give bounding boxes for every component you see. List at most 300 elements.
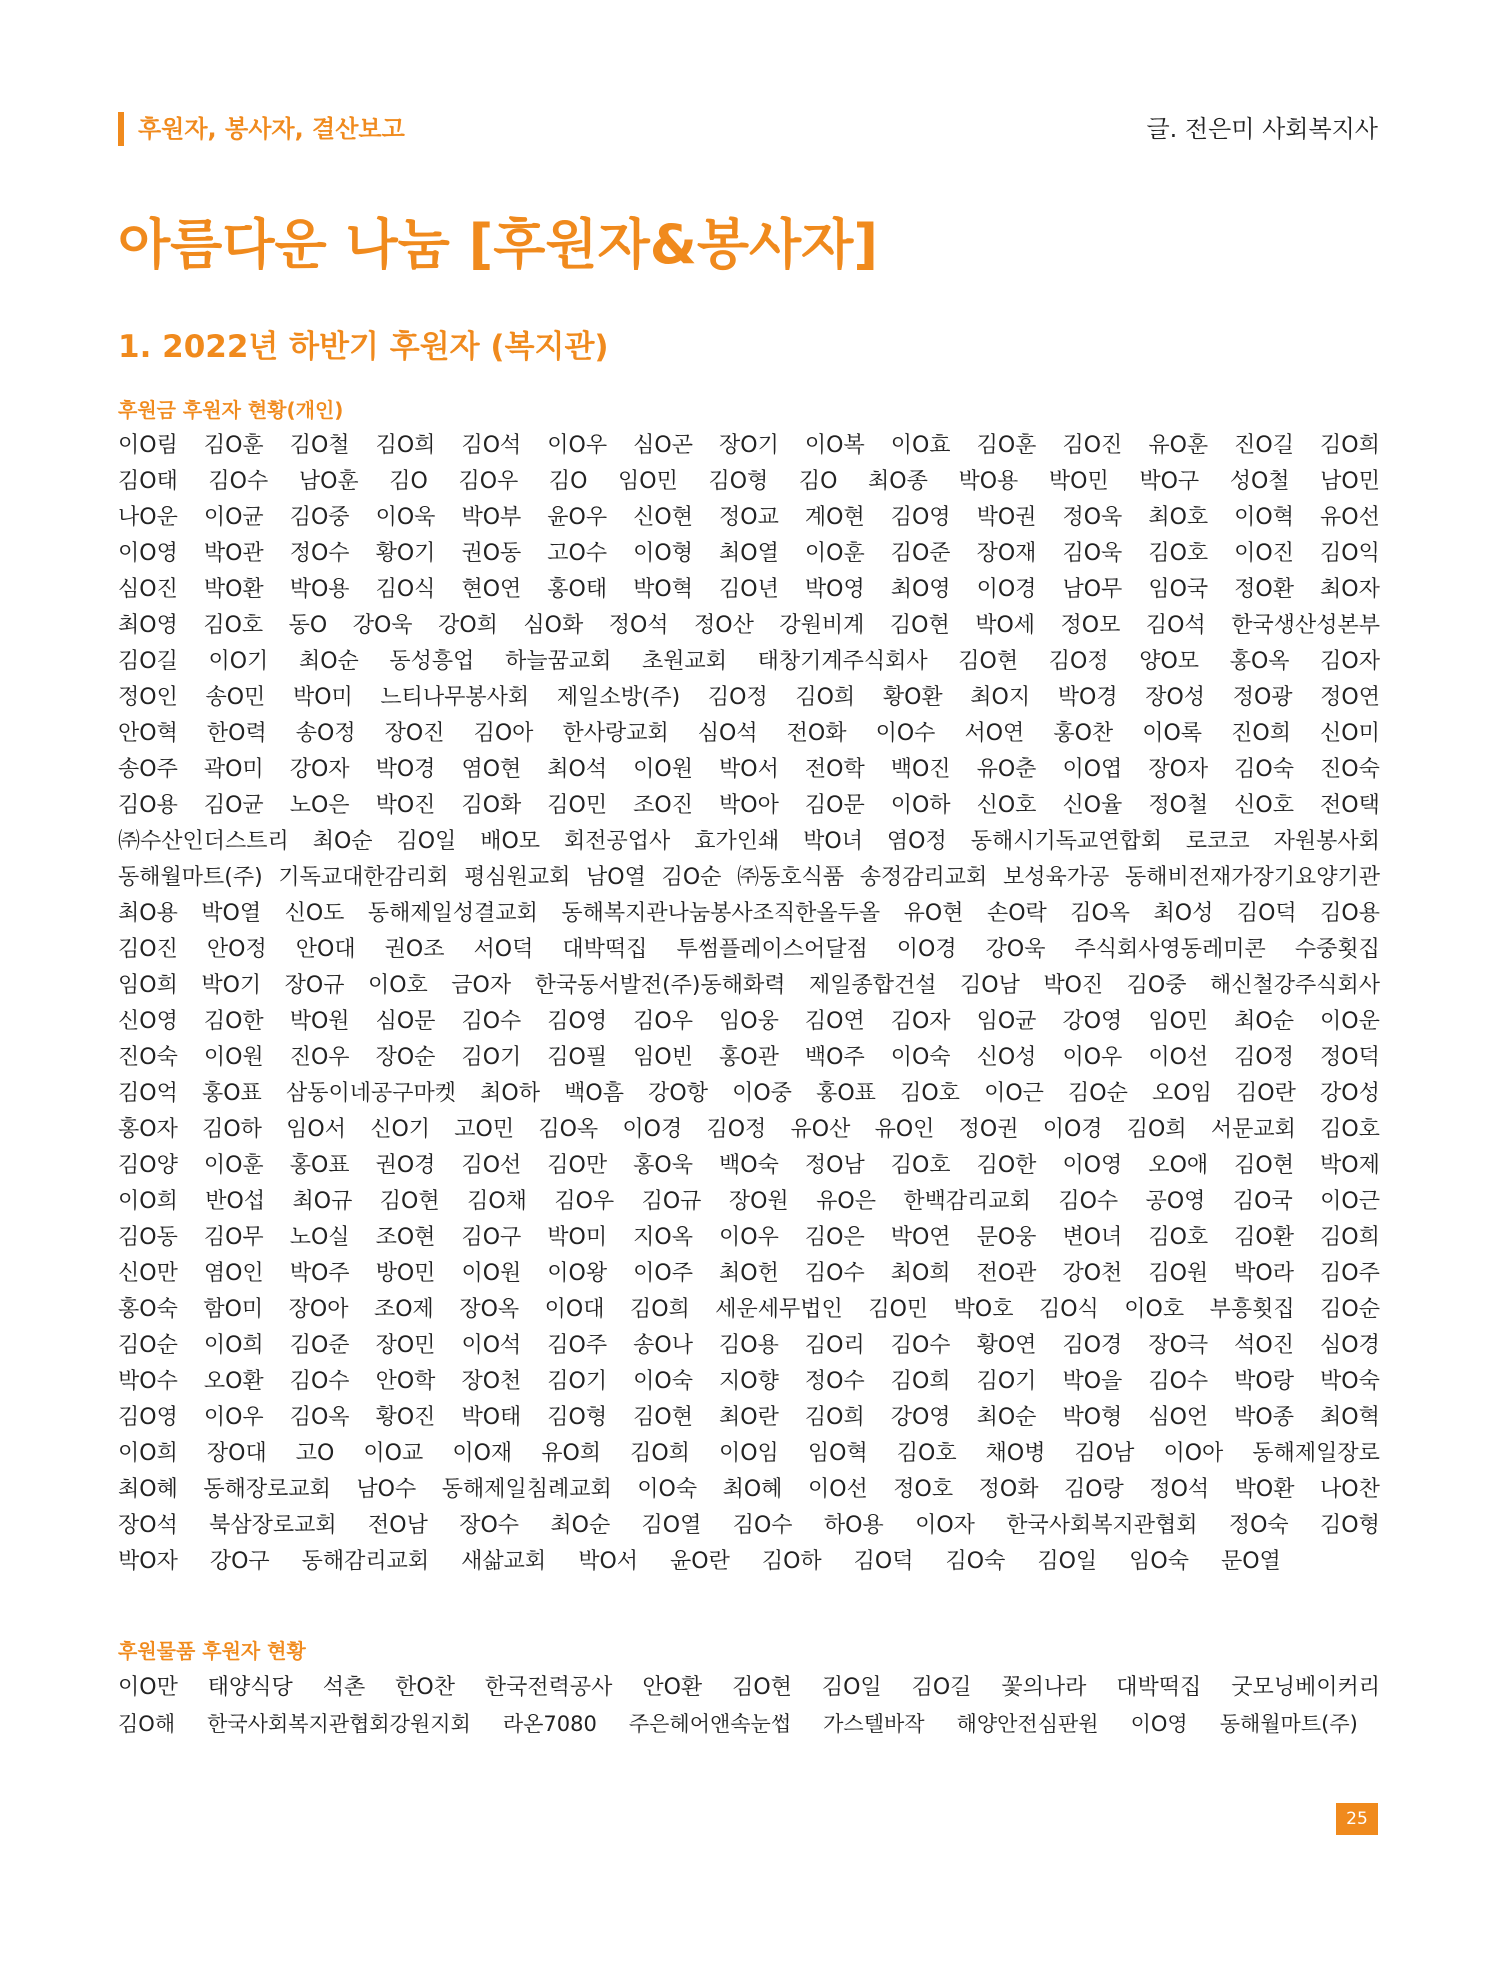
donor-name: 김O식 — [1038, 1297, 1099, 1322]
donor-name: 박O부 — [461, 505, 522, 530]
donor-name: 박O미 — [292, 685, 353, 710]
donor-name: 박O숙 — [1320, 1369, 1380, 1394]
donor-line — [118, 644, 1380, 680]
donor-name: 김O현 — [379, 1189, 440, 1214]
donor-name: 김O리 — [804, 1333, 865, 1358]
donor-name: 최O용 — [118, 901, 178, 926]
donor-name: 김O — [798, 469, 838, 494]
donor-name: 이O원 — [203, 1045, 264, 1070]
donor-name: 박O제 — [1320, 1153, 1380, 1178]
donor-name: 이O경 — [976, 577, 1037, 602]
donor-name: 최O하 — [480, 1081, 540, 1106]
donor-name: 최O순 — [312, 829, 373, 854]
donor-name: 심O석 — [697, 721, 758, 746]
donor-name: 김O수 — [1058, 1189, 1119, 1214]
donor-name: 김O화 — [461, 793, 522, 818]
donor-name: 김O기 — [976, 1369, 1037, 1394]
donor-name: 최O순 — [976, 1405, 1037, 1430]
donor-name: 김O진 — [118, 937, 178, 962]
donor-name: 주식회사영동레미콘 — [1074, 937, 1266, 962]
donor-name: 김O만 — [547, 1153, 608, 1178]
donor-line — [118, 1292, 1380, 1328]
donor-name: 김O연 — [804, 1009, 865, 1034]
donor-name: 최O헌 — [719, 1261, 779, 1286]
donor-name: 김O한 — [203, 1009, 264, 1034]
donor-name: 장O극 — [1148, 1333, 1209, 1358]
donor-name: 동O — [288, 613, 328, 638]
donor-name: 하O용 — [823, 1513, 884, 1538]
donor-name: 이O주 — [633, 1261, 693, 1286]
donor-name: 김O석 — [461, 433, 522, 458]
donor-name: 장O옥 — [459, 1297, 520, 1322]
donor-name: 대박떡집 — [562, 937, 648, 962]
donor-name: 남O열 — [586, 865, 646, 890]
donor-name: 이O만 — [118, 1675, 178, 1700]
goods-donors-heading: 후원물품 후원자 현황 — [118, 1639, 306, 1663]
donor-line — [118, 824, 1380, 860]
donor-name: 황O진 — [375, 1405, 436, 1430]
donor-name: 김O욱 — [1062, 541, 1123, 566]
donor-name: 북삼장로교회 — [209, 1513, 337, 1538]
donor-name: 효가인쇄 — [694, 829, 780, 854]
donor-name: 임O혁 — [807, 1441, 868, 1466]
donor-name: 김O원 — [1148, 1261, 1209, 1286]
donor-name: 김O호 — [203, 613, 264, 638]
donor-name: 유O은 — [816, 1189, 876, 1214]
donor-name: 강O영 — [890, 1405, 951, 1430]
donor-name: 나O찬 — [1320, 1477, 1380, 1502]
donor-name: 정O석 — [1149, 1477, 1210, 1502]
donor-name: 서문교회 — [1210, 1117, 1296, 1142]
donor-name: 태창기계주식회사 — [757, 649, 928, 674]
donor-name: 신O성 — [976, 1045, 1037, 1070]
donor-name: 부흥횟집 — [1209, 1297, 1295, 1322]
donor-name: 이O희 — [203, 1333, 264, 1358]
donor-name: 심O경 — [1320, 1333, 1380, 1358]
donor-name: 박O진 — [1043, 973, 1104, 998]
donor-name: 한국사회복지관협회강원지회 — [207, 1712, 471, 1736]
donor-name: 이O영 — [1130, 1712, 1188, 1736]
donor-name: 조O제 — [373, 1297, 434, 1322]
donor-name: 최O희 — [890, 1261, 951, 1286]
donor-name: 이O임 — [718, 1441, 779, 1466]
donor-name: 이O교 — [363, 1441, 424, 1466]
donor-name: 장O규 — [284, 973, 345, 998]
donor-line — [118, 1364, 1380, 1400]
donor-name: 김O중 — [1126, 973, 1187, 998]
donor-name: 함O미 — [203, 1297, 264, 1322]
donor-line — [118, 1148, 1380, 1184]
donor-line — [118, 1670, 1380, 1706]
donor-name: 장O자 — [1148, 757, 1209, 782]
donor-name: 박O형 — [1062, 1405, 1123, 1430]
donor-name: 이O복 — [804, 433, 865, 458]
donor-name: 윤O란 — [670, 1549, 730, 1574]
donor-line — [118, 932, 1380, 968]
donor-name: 백O숙 — [719, 1153, 779, 1178]
donor-name: 이O운 — [1320, 1009, 1380, 1034]
donor-name: 이O희 — [118, 1189, 178, 1214]
donor-name: 박O종 — [1234, 1405, 1294, 1430]
donor-name: 이O근 — [1320, 1189, 1380, 1214]
donor-name: 장O천 — [461, 1369, 522, 1394]
donor-name: 김O민 — [547, 793, 608, 818]
donor-name: 박O주 — [289, 1261, 350, 1286]
donor-name: 홍O관 — [719, 1045, 779, 1070]
donor-name: 김O형 — [708, 469, 769, 494]
donor-name: 김O기 — [461, 1045, 522, 1070]
donor-name: 김O희 — [890, 1369, 951, 1394]
donor-name: 최O규 — [292, 1189, 353, 1214]
donor-name: 박O관 — [203, 541, 264, 566]
donor-name: 채O병 — [985, 1441, 1046, 1466]
donor-name: 송정감리교회 — [859, 865, 988, 890]
donor-name: 삼동이네공구마켓 — [285, 1081, 456, 1106]
section-subtitle: 1. 2022년 하반기 후원자 (복지관) — [118, 329, 609, 365]
donor-name: 김O희 — [375, 433, 436, 458]
donor-name: 이O호 — [1124, 1297, 1185, 1322]
donor-name: 홍O자 — [118, 1117, 178, 1142]
donor-name: 김O은 — [804, 1225, 865, 1250]
donor-name: 초원교회 — [641, 649, 727, 674]
donor-name: 기독교대한감리회 — [278, 865, 449, 890]
donor-name: 이O자 — [915, 1513, 975, 1538]
donor-name: 이O재 — [452, 1441, 513, 1466]
donor-name: 한O력 — [206, 721, 267, 746]
donor-name: 이O왕 — [547, 1261, 608, 1286]
donor-name: 임O균 — [976, 1009, 1037, 1034]
donor-name: 임O민 — [618, 469, 678, 494]
donor-line — [118, 1472, 1380, 1508]
donor-line — [118, 1256, 1380, 1292]
donor-name: 한국전력공사 — [484, 1675, 613, 1700]
donor-name: ㈜수산인더스트리 — [118, 829, 289, 854]
donor-name: 박O혁 — [633, 577, 693, 602]
donor-name: 박O민 — [1048, 469, 1109, 494]
donor-name: 이O록 — [1142, 721, 1203, 746]
donor-name: 정O철 — [1148, 793, 1209, 818]
donor-name: 박O을 — [1062, 1369, 1123, 1394]
donor-name: 홍O욱 — [633, 1153, 693, 1178]
donor-name: 김O양 — [118, 1153, 178, 1178]
donor-name: 정O연 — [1320, 685, 1380, 710]
donor-name: 송O정 — [295, 721, 356, 746]
donor-name: 박O용 — [958, 469, 1019, 494]
donor-name: 이O석 — [461, 1333, 522, 1358]
donor-name: 오O임 — [1152, 1081, 1212, 1106]
donor-line — [118, 860, 1380, 896]
donor-name: 한국사회복지관협회 — [1006, 1513, 1198, 1538]
donor-name: 정O환 — [1234, 577, 1294, 602]
donor-name: 김O무 — [203, 1225, 264, 1250]
donor-name: 전O학 — [804, 757, 865, 782]
donor-name: 이O훈 — [203, 1153, 264, 1178]
donor-name: 강O영 — [1062, 1009, 1123, 1034]
donor-name: 김O정 — [706, 1117, 767, 1142]
donor-name: 윤O우 — [547, 505, 608, 530]
donor-name: 신O현 — [633, 505, 693, 530]
donor-name: 신O영 — [118, 1009, 178, 1034]
donor-name: 손O락 — [986, 901, 1047, 926]
donor-name: 김O규 — [641, 1189, 702, 1214]
donor-line — [118, 1436, 1380, 1472]
donor-name: 김O호 — [900, 1081, 960, 1106]
donor-name: 공O영 — [1145, 1189, 1206, 1214]
donor-name: 임O희 — [118, 973, 178, 998]
donor-name: 최O성 — [1153, 901, 1214, 926]
donor-name: 송O나 — [633, 1333, 693, 1358]
donor-name: 지O향 — [719, 1369, 779, 1394]
donor-line — [118, 1112, 1380, 1148]
donor-name: 김O기 — [547, 1369, 608, 1394]
donor-name: 안O정 — [206, 937, 267, 962]
donor-line — [118, 500, 1380, 536]
donor-name: 홍O찬 — [1053, 721, 1114, 746]
donor-name: 염O현 — [461, 757, 522, 782]
donor-name: 남O훈 — [298, 469, 359, 494]
donor-name: 박O진 — [375, 793, 436, 818]
donor-name: 느티나무봉사회 — [380, 685, 530, 710]
donor-name: 세운세무법인 — [715, 1297, 843, 1322]
donor-name: 최O자 — [1320, 577, 1380, 602]
donor-name: 박O연 — [890, 1225, 951, 1250]
donor-name: 김O태 — [118, 469, 178, 494]
donor-name: 정O석 — [608, 613, 669, 638]
donor-name: 이O호 — [367, 973, 428, 998]
donor-name: 전O관 — [976, 1261, 1037, 1286]
donor-name: 서O연 — [964, 721, 1025, 746]
donor-name: 장O석 — [118, 1513, 178, 1538]
donor-name: 유O춘 — [976, 757, 1037, 782]
donor-name: 변O녀 — [1062, 1225, 1123, 1250]
donor-name: 조O현 — [375, 1225, 436, 1250]
donor-line — [118, 1400, 1380, 1436]
donor-name: 박O열 — [201, 901, 262, 926]
donor-name: 김O필 — [547, 1045, 608, 1070]
donor-name: 곽O미 — [203, 757, 264, 782]
donor-name: 정O숙 — [1228, 1513, 1289, 1538]
donor-name: 이O경 — [622, 1117, 683, 1142]
donor-name: 문O열 — [1220, 1549, 1281, 1574]
donor-name: 김O영 — [547, 1009, 608, 1034]
donor-name: 김O수 — [289, 1369, 350, 1394]
donor-name: 이O선 — [1148, 1045, 1209, 1070]
donor-name: 정O광 — [1232, 685, 1293, 710]
donor-name: 김O영 — [118, 1405, 178, 1430]
donor-name: 박O경 — [1057, 685, 1118, 710]
donor-name: 정O모 — [1060, 613, 1121, 638]
donor-name: 홍O표 — [201, 1081, 262, 1106]
donor-name: 염O인 — [203, 1261, 264, 1286]
donor-name: 성O철 — [1229, 469, 1290, 494]
donor-name: 이O훈 — [804, 541, 865, 566]
donor-name: 김O현 — [732, 1675, 792, 1700]
donor-name: 이O효 — [890, 433, 951, 458]
donor-name: 김O랑 — [1063, 1477, 1124, 1502]
donor-name: 백O흠 — [564, 1081, 624, 1106]
donor-name: 신O호 — [976, 793, 1037, 818]
donor-name: 한사랑교회 — [562, 721, 669, 746]
donor-name: 이O경 — [1042, 1117, 1103, 1142]
donor-name: 심O화 — [523, 613, 584, 638]
donor-name: 최O영 — [118, 613, 178, 638]
donor-name: 김O현 — [958, 649, 1019, 674]
donor-name: 이O균 — [203, 505, 264, 530]
donor-line — [118, 752, 1380, 788]
donor-name: 홍O표 — [289, 1153, 350, 1178]
donor-name: 김O중 — [289, 505, 350, 530]
donor-name: ㈜동호식품 — [737, 865, 845, 890]
donor-name: 장O진 — [384, 721, 445, 746]
donor-name: 김O경 — [1062, 1333, 1123, 1358]
donor-name: 꽃의나라 — [1001, 1675, 1087, 1700]
donor-name: 정O덕 — [1320, 1045, 1380, 1070]
donor-name: 박O세 — [975, 613, 1036, 638]
donor-name: 임O웅 — [719, 1009, 779, 1034]
donor-name: 장O민 — [375, 1333, 436, 1358]
donor-name: 김O남 — [960, 973, 1020, 998]
donor-name: 김O열 — [641, 1513, 702, 1538]
donor-name: 김O국 — [1232, 1189, 1293, 1214]
donor-name: 강O항 — [648, 1081, 708, 1106]
donor-name: 김O균 — [203, 793, 264, 818]
donor-name: 박O환 — [203, 577, 264, 602]
donor-name: 동해복지관나눔봉사조직한올두올 — [561, 901, 881, 926]
donor-name: 안O혁 — [118, 721, 178, 746]
donor-name: 자원봉사회 — [1273, 829, 1380, 854]
donor-name: 이O아 — [1163, 1441, 1224, 1466]
donor-name: 김O우 — [554, 1189, 615, 1214]
donor-name: 장O기 — [719, 433, 779, 458]
donor-name: 안O학 — [375, 1369, 436, 1394]
donor-name: 강원비계 — [779, 613, 865, 638]
donor-name: 오O환 — [203, 1369, 264, 1394]
donor-name: 최O순 — [1234, 1009, 1294, 1034]
donor-name: 황O연 — [976, 1333, 1037, 1358]
donor-name: 김O현 — [1234, 1153, 1294, 1178]
donor-name: 회전공업사 — [564, 829, 671, 854]
donor-name: 가스텔바작 — [823, 1712, 925, 1736]
donor-name: 동해감리교회 — [301, 1549, 430, 1574]
donor-name: 강O천 — [1062, 1261, 1123, 1286]
donor-name: 동해비전재가장기요양기관 — [1124, 865, 1380, 890]
donor-name: 장O순 — [375, 1045, 436, 1070]
donor-name: 양O모 — [1139, 649, 1200, 674]
donor-name: 박O영 — [804, 577, 865, 602]
donor-name: 장O아 — [288, 1297, 349, 1322]
donor-name: 김O용 — [1320, 901, 1380, 926]
donor-line — [118, 716, 1380, 752]
donor-name: 현O연 — [461, 577, 522, 602]
donor-name: 김O순 — [1068, 1081, 1128, 1106]
donor-name: 정O산 — [694, 613, 754, 638]
donor-name: 최O혜 — [118, 1477, 178, 1502]
donor-name: 김O익 — [1320, 541, 1380, 566]
donor-name: 노O은 — [289, 793, 350, 818]
donor-name: 안O대 — [295, 937, 356, 962]
section-label: 후원자, 봉사자, 결산보고 — [118, 112, 405, 146]
donor-name: 김O희 — [630, 1441, 690, 1466]
donor-name: 유O선 — [1320, 505, 1380, 530]
donor-name: 강O욱 — [985, 937, 1046, 962]
donor-name: 김O희 — [1320, 433, 1380, 458]
donor-name: 김O자 — [1320, 649, 1380, 674]
donor-line — [118, 536, 1380, 572]
donor-name: 강O희 — [438, 613, 498, 638]
donor-name: 이O엽 — [1062, 757, 1123, 782]
donor-name: 이O형 — [633, 541, 693, 566]
donor-line — [118, 1508, 1380, 1544]
donor-name: 김O준 — [890, 541, 951, 566]
donor-name: 김O길 — [911, 1675, 972, 1700]
donor-name: 김O해 — [118, 1712, 176, 1736]
donor-name: 권O조 — [384, 937, 445, 962]
donor-name: 라온7080 — [502, 1712, 597, 1736]
donor-line — [118, 572, 1380, 608]
donor-name: 김O주 — [1320, 1261, 1380, 1286]
donor-name: 동해시기독교연합회 — [970, 829, 1162, 854]
donor-line — [118, 1544, 1380, 1580]
donor-name: 김O호 — [1148, 541, 1209, 566]
donor-name: 최O호 — [1148, 505, 1209, 530]
donor-name: 정O수 — [804, 1369, 865, 1394]
donor-name: 김O — [389, 469, 428, 494]
donor-name: 김O억 — [118, 1081, 178, 1106]
donor-name: 김O정 — [707, 685, 768, 710]
donor-name: 심O문 — [375, 1009, 436, 1034]
donor-name: 김O순 — [661, 865, 722, 890]
donor-name: 홍O옥 — [1229, 649, 1290, 674]
donor-name: 김O호 — [890, 1153, 951, 1178]
donor-name: 최O지 — [970, 685, 1031, 710]
donor-name: 박O수 — [118, 1369, 178, 1394]
donor-name: 김O석 — [1145, 613, 1206, 638]
donor-name: 권O동 — [461, 541, 522, 566]
donor-name: 나O운 — [118, 505, 178, 530]
donor-name: 한백감리교회 — [903, 1189, 1031, 1214]
donor-name: 신O기 — [370, 1117, 431, 1142]
donor-name: 박O라 — [1234, 1261, 1294, 1286]
donor-line — [118, 1184, 1380, 1220]
page-number: 25 — [1336, 1803, 1378, 1835]
donor-name: 심O언 — [1148, 1405, 1209, 1430]
donor-name: 로코코 — [1185, 829, 1250, 854]
donor-name: 정O욱 — [1062, 505, 1123, 530]
donor-name: 김O주 — [547, 1333, 608, 1358]
donor-name: 임O민 — [1148, 1009, 1209, 1034]
donor-name: 심O곤 — [633, 433, 693, 458]
donor-name: 강O자 — [289, 757, 350, 782]
donor-name: 김O숙 — [1234, 757, 1294, 782]
donor-name: 고O — [295, 1441, 335, 1466]
donor-name: 임O숙 — [1129, 1549, 1189, 1574]
donor-name: 김O일 — [1037, 1549, 1098, 1574]
donor-name: 김O준 — [289, 1333, 350, 1358]
donor-name: 박O환 — [1234, 1477, 1295, 1502]
donor-name: 이O영 — [118, 541, 178, 566]
donor-name: 김O희 — [1126, 1117, 1187, 1142]
donor-name: 박O원 — [289, 1009, 350, 1034]
page-title: 아름다운 나눔 [후원자&봉사자] — [118, 213, 879, 276]
donor-name: 석촌 — [322, 1675, 366, 1700]
donor-name: 이O대 — [544, 1297, 605, 1322]
donor-name: 최O영 — [890, 577, 951, 602]
donor-line — [118, 1706, 1380, 1742]
donor-line — [118, 1328, 1380, 1364]
donor-name: 김O훈 — [976, 433, 1037, 458]
donor-name: 신O도 — [284, 901, 345, 926]
donor-name: 정O화 — [978, 1477, 1039, 1502]
